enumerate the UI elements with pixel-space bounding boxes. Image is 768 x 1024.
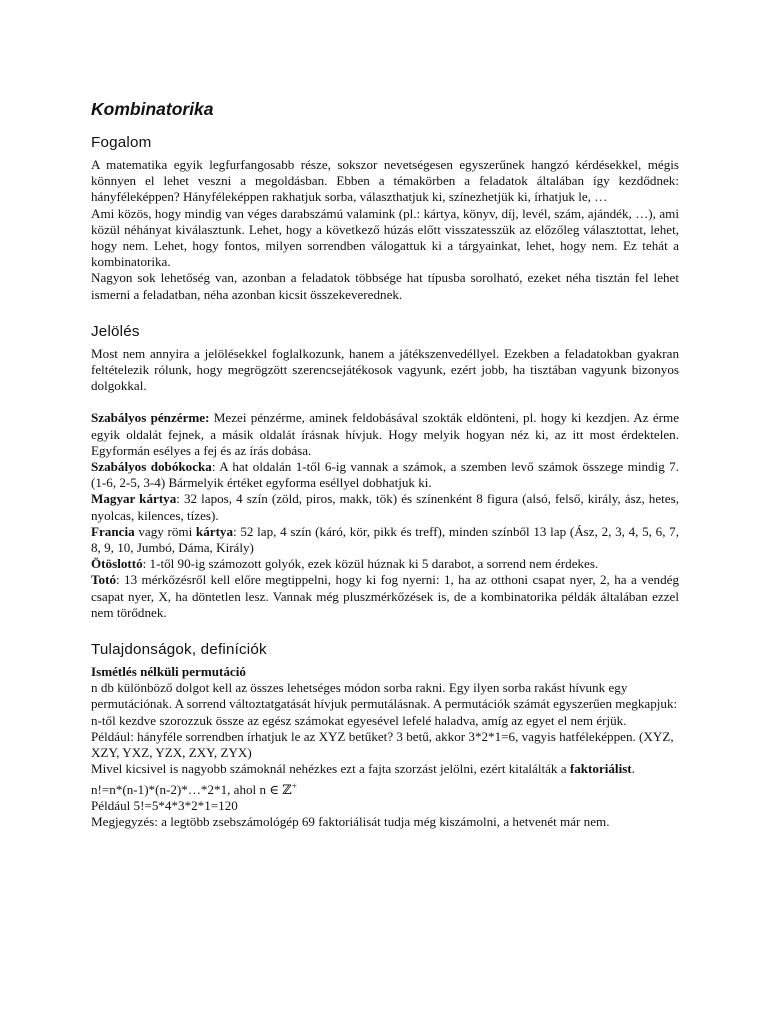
paragraph: Ami közös, hogy mindig van véges darabszámú valamink (pl.: kártya, könyv, díj, levél, szám, ajándék, …), ami közül néhányat kiválasztunk. Lehet, hogy a következő húzás előtt visszatesszük az előzőleg választottat, lehet, hogy nem. Lehet, hogy fontos, milyen sorrendben válogattuk ki a tárgyainkat, lehet, hogy nem. Ez tehát a kombinatorika. (91, 205, 679, 270)
paragraph: A matematika egyik legfurfangosabb része, sokszor nevetségesen egyszerűnek hangzó kérdésekkel, mégis könnyen el lehet veszni a megoldásban. Ebben a témakörben a feladatok általában így kezdődnek: hányféleképpen? Hányféleképpen rakhatjuk sorba, választhatjuk ki, színezhetjük ki, írhatjuk le, … (91, 157, 679, 205)
term-label: Magyar kártya (91, 491, 177, 507)
term-text: : 1-től 90-ig számozott golyók, ezek közül húznak ki 5 darabot, a sorrend nem érdekes. (142, 556, 599, 572)
term-label: Ötöslottó (91, 556, 143, 572)
definition-penzerme (91, 410, 679, 459)
definition-otoslotto (91, 556, 679, 572)
section-tulajdonsagok (91, 641, 679, 830)
formula (91, 778, 679, 798)
definition-francia-kartya (91, 524, 679, 556)
term-text: : 13 mérkőzésről kell előre megtippelni, hogy ki fog nyerni: 1, ha az otthoni csapat nyer, 2, ha a vendég csapat nyer, X, ha döntetlen lesz. Vannak még pluszmérkőzések is, de a kombinatorika példák általában ezzel nem törődnek. (91, 572, 679, 620)
formula-superscript: + (291, 780, 297, 791)
section-heading-jeloles: Jelölés (91, 322, 140, 340)
term-text: Mezei pénzérme, aminek feldobásával szokták eldönteni, pl. hogy ki kezdjen. Az érme egyik oldalát fejnek, a másik oldalát írásnak hívjuk. Hogy melyik hogyan néz ki, az itt most érdektelen. Egyformán esélyes a fej és az írás dobása. (91, 410, 679, 458)
paragraph: Nagyon sok lehetőség van, azonban a feladatok többsége hat típusba sorolható, ezeket néha tisztán fel lehet ismerni a feladatban, néha azonban kicsit összekeverednek. (91, 270, 679, 302)
definition-toto (91, 572, 679, 621)
text-run: . (631, 761, 635, 777)
section-fogalom (91, 134, 679, 303)
term-text: : A hat oldalán 1-től 6-ig vannak a számok, a szemben levő számok összege mindig 7. (1-6, 2-5, 3-4) Bármelyik értéket egyforma eséllyel dobhatjuk ki. (91, 459, 679, 491)
term-label: Szabályos dobókocka (91, 459, 212, 475)
term-label: Szabályos pénzérme: (91, 410, 210, 426)
page-title: Kombinatorika (91, 99, 214, 119)
section-jeloles (91, 323, 679, 621)
document-page (91, 98, 679, 830)
term-label: kártya (195, 523, 234, 539)
example: Például 5!=5*4*3*2*1=120 (91, 797, 238, 813)
subheading-permutacio: Ismétlés nélküli permutáció (91, 664, 246, 680)
paragraph: Például: hányféle sorrendben írhatjuk le az XYZ betűket? 3 betű, akkor 3*2*1=6, vagyis hatféleképpen. (XYZ, XZY, YXZ, YZX, ZXY, ZYX) (91, 728, 674, 761)
formula-text: n!=n*(n-1)*(n-2)*…*2*1, ahol n ∈ ℤ (91, 781, 292, 797)
section-heading-fogalom: Fogalom (91, 134, 152, 151)
paragraph: Most nem annyira a jelölésekkel foglalkozunk, hanem a játékszenvedéllyel. Ezekben a feladatokban gyakran feltételezik rólunk, hogy megrögzött szerencsejátékosok vagyunk, ezért jobb, ha tisztában vagyunk bizonyos dolgokkal. (91, 345, 679, 394)
definition-magyar-kartya (91, 491, 679, 523)
definition-dobokocka (91, 459, 679, 491)
text-run: Mivel kicsivel is nagyobb számoknál nehézkes ezt a fajta szorzást jelölni, ezért kitalálták a (91, 761, 570, 777)
term-label: Francia (91, 523, 135, 539)
paragraph: n db különböző dolgot kell az összes lehetséges módon sorba rakni. Egy ilyen sorba rakást hívunk egy permutációnak. A sorrend változtatgatását hívjuk permutálásnak. A permutációk számát egyszerűen megkapjuk: n-től kezdve szorozzuk össze az egész számokat egyesével lefelé haladva, amíg az egyet el nem érjük. (91, 680, 678, 728)
term-label: Totó (91, 572, 116, 588)
term-text: : 32 lapos, 4 szín (zöld, piros, makk, tök) és színenként 8 figura (alsó, felső, király, ász, hetes, nyolcas, kilences, tízes). (91, 491, 679, 523)
note: Megjegyzés: a legtöbb zsebszámológép 69 faktoriálisát tudja még kiszámolni, a hetvenét már nem. (91, 813, 610, 829)
paragraph (91, 761, 679, 777)
term-text: : 52 lap, 4 szín (káró, kör, pikk és treff), minden színből 13 lap (Ász, 2, 3, 4, 5, 6, 7, 8, 9, 10, Jumbó, Dáma, Király) (91, 523, 679, 556)
term-faktorialis: faktoriálist (569, 761, 632, 777)
term-text: vagy römi (134, 523, 196, 539)
section-heading-tulajdonsagok: Tulajdonságok, definíciók (91, 641, 267, 659)
